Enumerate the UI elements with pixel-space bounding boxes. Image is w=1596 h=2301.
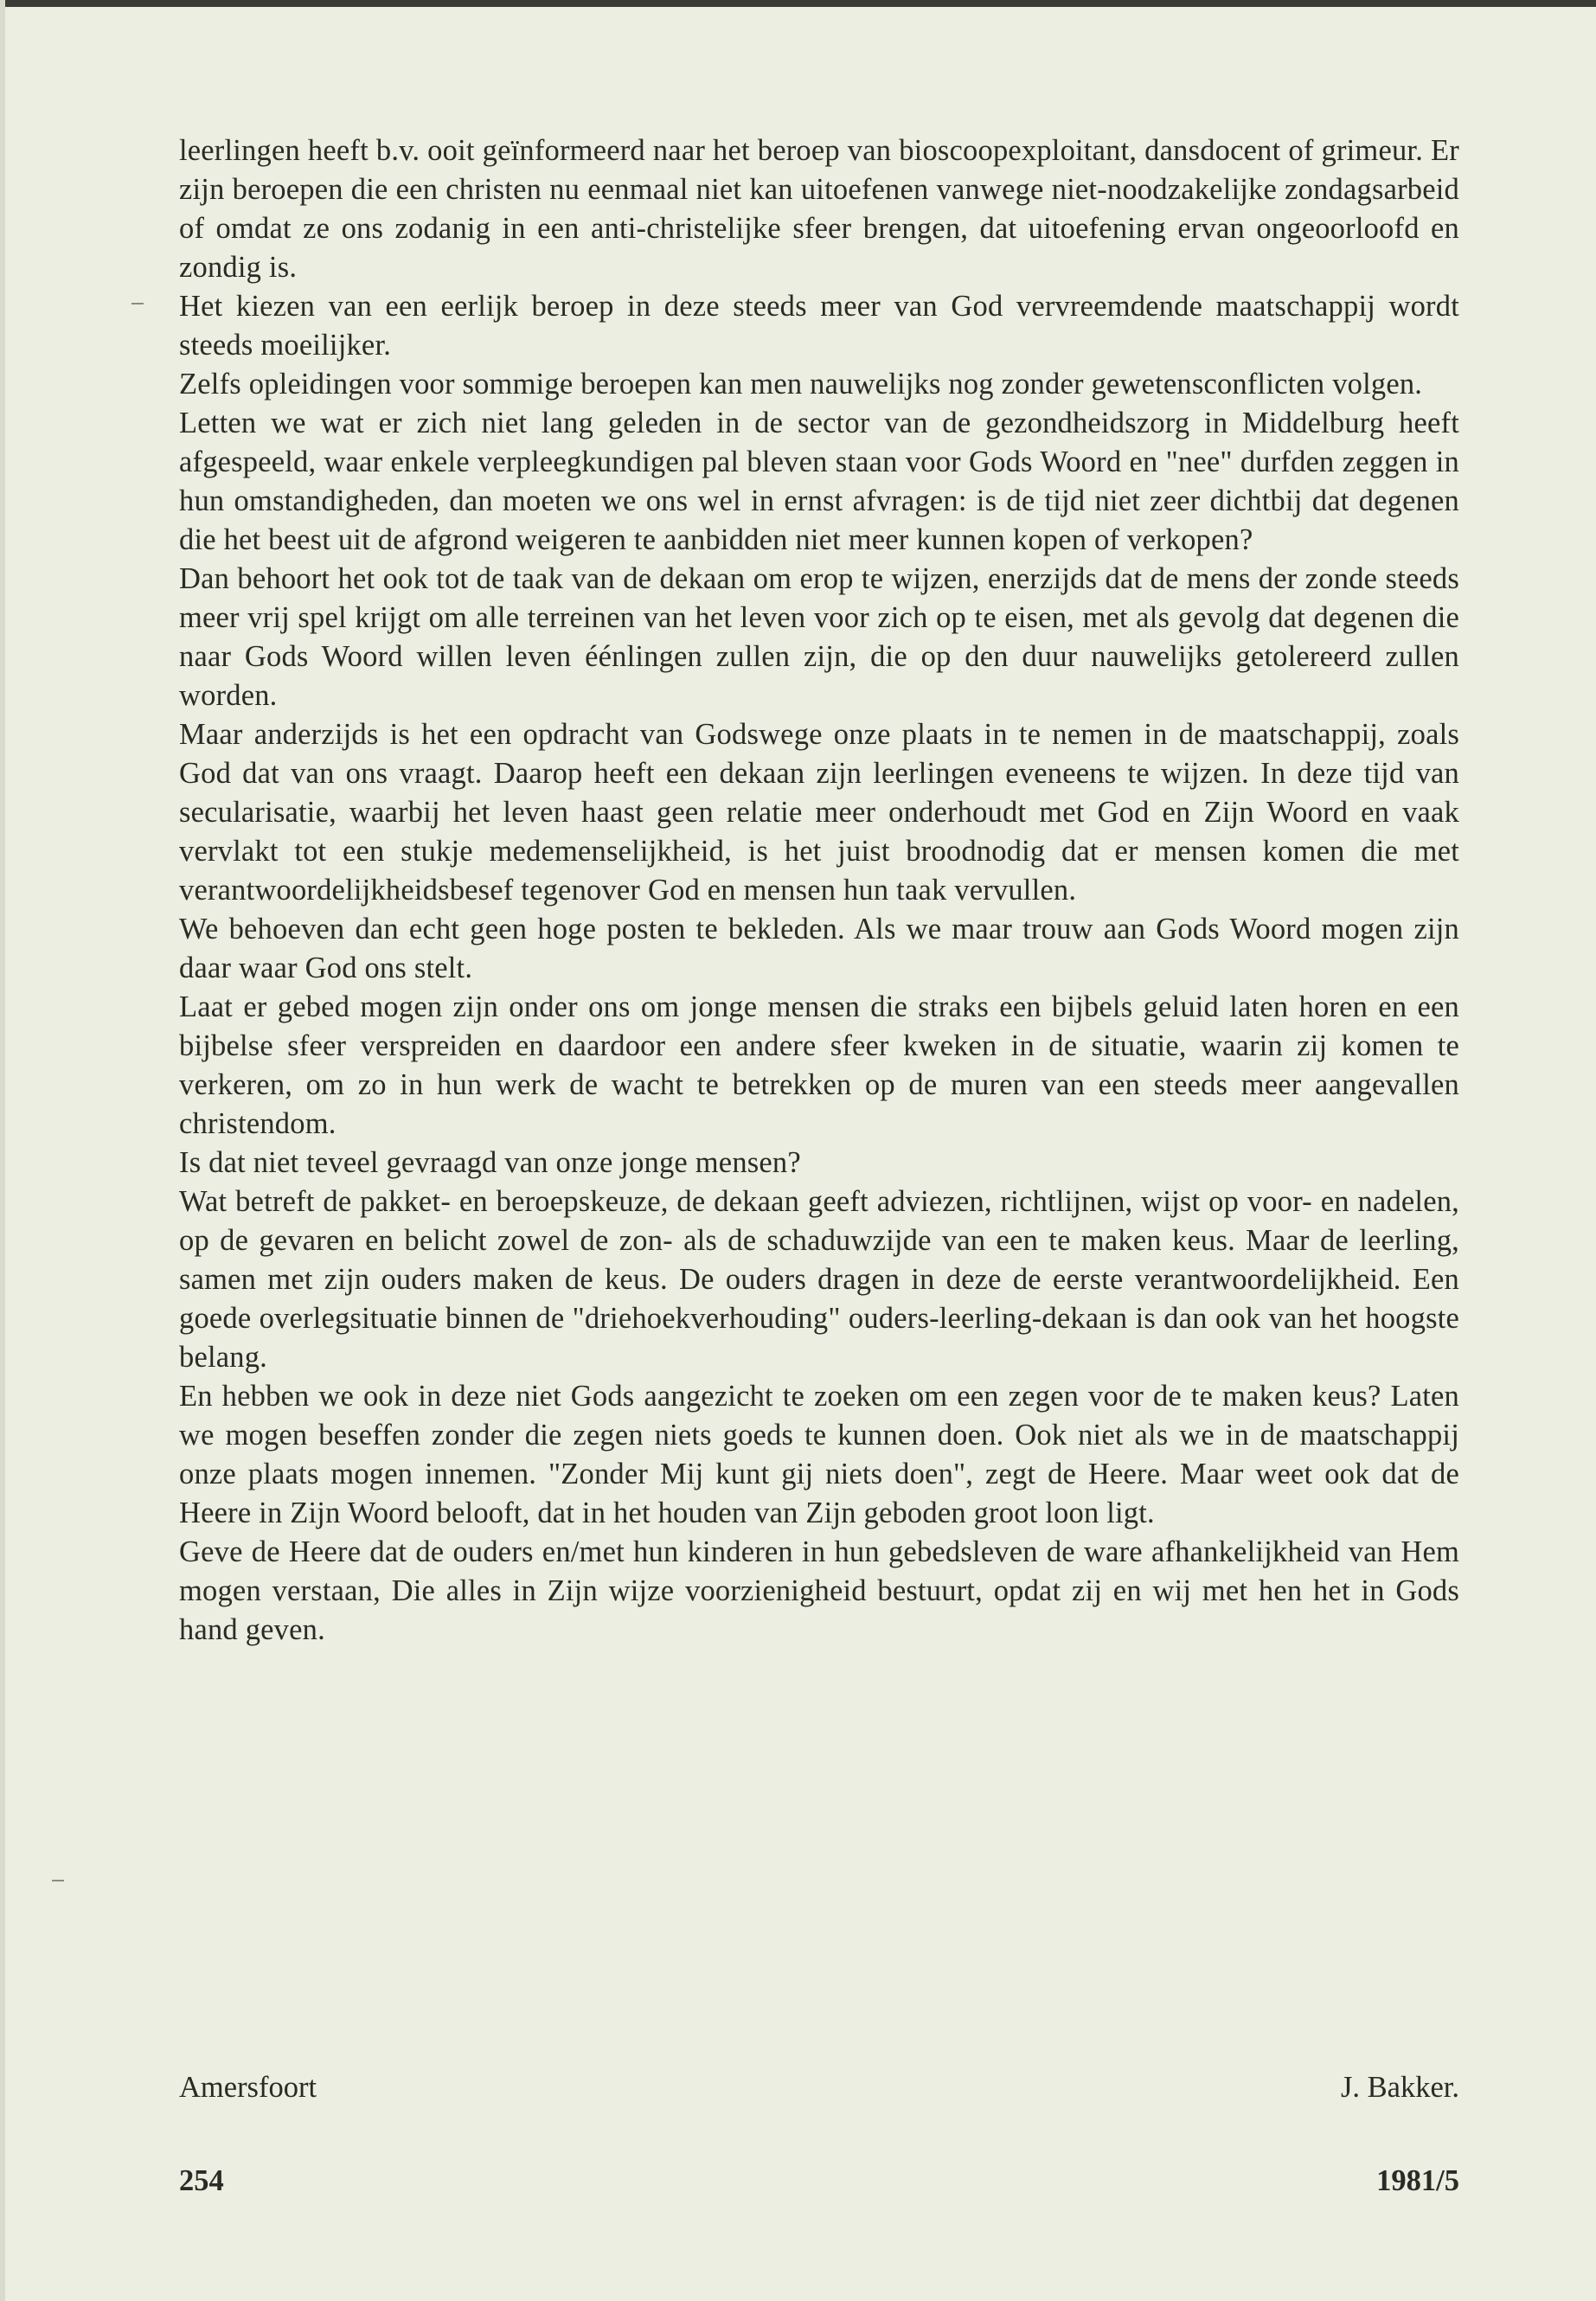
paragraph: leerlingen heeft b.v. ooit geïnformeerd naar het beroep van bioscoopexploitant, dansdocent of grimeur. Er zijn beroepen die een christen nu eenmaal niet kan uitoefenen vanwege niet-noodzakelijke zondagsarbeid of omdat ze ons zodanig in een anti-christelijke sfeer brengen, dat uitoefening ervan ongeoorloofd en zondig is. [179,134,1459,284]
scan-top-edge [0,0,1596,7]
scan-left-edge [0,0,5,2301]
paragraph: We behoeven dan echt geen hoge posten te bekleden. Als we maar trouw aan Gods Woord mogen zijn daar waar God ons stelt. [179,913,1459,984]
signature-place: Amersfoort [179,2071,317,2104]
paragraph: Is dat niet teveel gevraagd van onze jonge mensen? [179,1146,801,1179]
article-body [179,131,1459,1650]
paragraph: Wat betreft de pakket- en beroepskeuze, de dekaan geeft adviezen, richtlijnen, wijst op voor- en nadelen, op de gevaren en belicht zowel de zon- als de schaduwzijde van een te maken keus. Maar de leerling, samen met zijn ouders maken de keus. De ouders dragen in deze de eerste verantwoordelijkheid. Een goede overlegsituatie binnen de "driehoekverhouding" ouders-leerling-dekaan is dan ook van het hoogste belang. [179,1185,1459,1374]
paragraph: Maar anderzijds is het een opdracht van Godswege onze plaats in te nemen in de maatschappij, zoals God dat van ons vraagt. Daarop heeft een dekaan zijn leerlingen eveneens te wijzen. In deze tijd van secularisatie, waarbij het leven haast geen relatie meer onderhoudt met God en Zijn Woord en vaak vervlakt tot een stukje medemenselijkheid, is het juist broodnodig dat er mensen komen die met verantwoordelijkheidsbesef tegenover God en mensen hun taak vervullen. [179,718,1459,907]
page-number: 254 [179,2164,224,2197]
paragraph: Het kiezen van een eerlijk beroep in deze steeds meer van God vervreemdende maatschappij wordt steeds moeilijker. [179,290,1459,362]
paragraph: Letten we wat er zich niet lang geleden in de sector van de gezondheidszorg in Middelburg heeft afgespeeld, waar enkele verpleegkundigen pal bleven staan voor Gods Woord en "nee" durfden zeggen in hun omstandigheden, dan moeten we ons wel in ernst afvragen: is de tijd niet zeer dichtbij dat degenen die het beest uit de afgrond weigeren te aanbidden niet meer kunnen kopen of verkopen? [179,407,1459,556]
paragraph: En hebben we ook in deze niet Gods aangezicht te zoeken om een zegen voor de te maken keus? Laten we mogen beseffen zonder die zegen niets goeds te kunnen doen. Ook niet als we in de maatschappij onze plaats mogen innemen. "Zonder Mij kunt gij niets doen", zegt de Heere. Maar weet ook dat de Heere in Zijn Woord belooft, dat in het houden van Zijn geboden groot loon ligt. [179,1380,1459,1529]
paragraph: Dan behoort het ook tot de taak van de dekaan om erop te wijzen, enerzijds dat de mens der zonde steeds meer vrij spel krijgt om alle terreinen van het leven voor zich op te eisen, met als gevolg dat degenen die naar Gods Woord willen leven éénlingen zullen zijn, die op den duur nauwelijks getolereerd zullen worden. [179,562,1459,712]
paragraph: Laat er gebed mogen zijn onder ons om jonge mensen die straks een bijbels geluid laten horen en een bijbelse sfeer verspreiden en daardoor een andere sfeer kweken in de situatie, waarin zij komen te verkeren, om zo in hun werk de wacht te betrekken op de muren van een steeds meer aangevallen christendom. [179,990,1459,1140]
signature-author: J. Bakker. [1340,2071,1459,2104]
margin-mark [52,1880,64,1881]
paragraph: Zelfs opleidingen voor sommige beroepen kan men nauwelijks nog zonder gewetensconflicten volgen. [179,368,1423,401]
margin-mark [131,303,144,304]
issue-number: 1981/5 [1376,2164,1459,2197]
paragraph: Geve de Heere dat de ouders en/met hun kinderen in hun gebedsleven de ware afhankelijkheid van Hem mogen verstaan, Die alles in Zijn wijze voorzienigheid bestuurt, opdat zij en wij met hen het in Gods hand geven. [179,1535,1459,1646]
